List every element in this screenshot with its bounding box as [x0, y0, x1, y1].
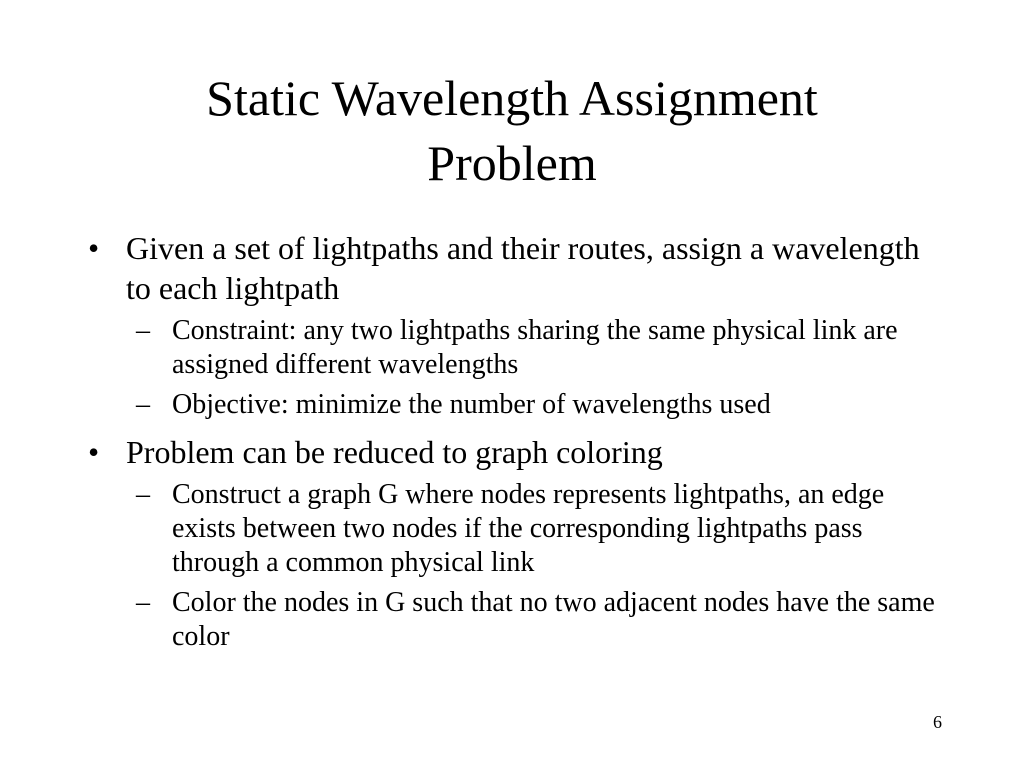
sub-bullet-text: Color the nodes in G such that no two adjacent nodes have the same color: [172, 587, 935, 652]
sub-bullet-marker: –: [136, 479, 150, 510]
sub-bullet-text: Constraint: any two lightpaths sharing the same physical link are assigned different wavelengths: [172, 315, 898, 380]
slide-title-line-2: Problem: [427, 135, 597, 191]
sub-bullet-marker: –: [136, 587, 150, 618]
sub-bullet-text: Objective: minimize the number of wavelengths used: [172, 389, 771, 420]
bullet-text: Given a set of lightpaths and their routes, assign a wavelength to each lightpath: [126, 230, 920, 306]
sub-bullet-item: [136, 478, 948, 580]
sub-bullet-list: [136, 314, 948, 422]
sub-bullet-marker: –: [136, 389, 150, 420]
bullet-text: Problem can be reduced to graph coloring: [126, 434, 663, 470]
sub-bullet-item: [136, 314, 948, 382]
bullet-marker: •: [88, 434, 100, 470]
bullet-marker: •: [88, 230, 100, 266]
sub-bullet-item: [136, 388, 948, 422]
sub-bullet-text: Construct a graph G where nodes represents lightpaths, an edge exists between two nodes if the corresponding lightpaths pass through a common physical link: [172, 479, 885, 578]
sub-bullet-list: [136, 478, 948, 654]
bullet-list: [88, 228, 948, 664]
slide-title-line-1: Static Wavelength Assignment: [206, 70, 818, 126]
bullet-item: [88, 228, 948, 422]
slide-title: [60, 66, 964, 196]
bullet-item: [88, 432, 948, 654]
page-number: 6: [933, 712, 942, 732]
sub-bullet-marker: –: [136, 315, 150, 346]
sub-bullet-item: [136, 586, 948, 654]
